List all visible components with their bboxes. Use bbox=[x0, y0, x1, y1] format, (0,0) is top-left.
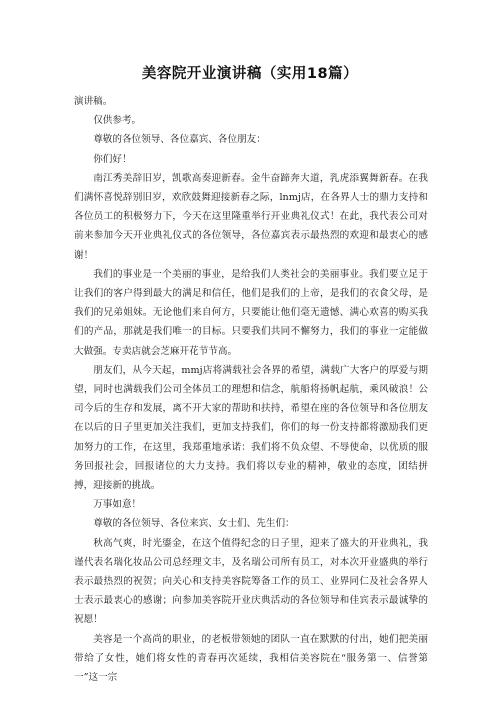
paragraph-intro: 演讲稿。 bbox=[74, 96, 113, 107]
paragraph-closing: 万事如意！ bbox=[93, 499, 142, 511]
document-title: 美容院开业演讲稿（实用18篇） bbox=[141, 66, 359, 82]
paragraph-note: 仅供参考。 bbox=[93, 115, 142, 127]
paragraph-salutation: 尊敬的各位领导、各位嘉宾、各位朋友： bbox=[93, 134, 266, 146]
paragraph-salutation-2: 尊敬的各位领导、各位来宾、女士们、先生们： bbox=[93, 518, 295, 530]
document-body bbox=[74, 92, 428, 687]
paragraph-commitment: 朋友们，从今天起，mmj店将满载社会各界的希望，满载广大客户的厚爱与期望，同时也满载我们公司全体员工的理想和信念，航船将扬帆起航，乘风破浪！公司今后的生存和发展，离不开大家的帮助和扶持，希望在座的各位领导和各位朋友在以后的日子里更加关注我们，更加支持我们，你们的每一份支持都将激励我们更加努力的工作，在这里，我郑重地承诺：我们将不负众望、不辱使命，以优质的服务回报社会，回报诸位的大力支持。我们将以专业的精神，敬业的态度，团结拼搏，迎接新的挑战。 bbox=[74, 364, 428, 492]
paragraph-profession: 美容是一个高尚的职业，的老板带领她的团队一直在默默的付出，她们把美丽带给了女性，她们将女性的青春再次延续，我相信美容院在“服务第一、信誉第一”这一宗 bbox=[74, 633, 428, 684]
paragraph-celebration: 秋高气爽，时光鎏金，在这个值得纪念的日子里，迎来了盛大的开业典礼，我谨代表名瑞化妆品公司总经理文丰，及名瑞公司所有员工，对本次开业盛典的举行表示最热烈的祝贺；向关心和支持美容院筹备工作的员工、业界同仁及社会各界人士表示最衷心的感谢；向参加美容院开业庆典活动的各位领导和佳宾表示最诚挚的祝愿！ bbox=[74, 537, 428, 626]
paragraph-greeting: 你们好！ bbox=[93, 153, 132, 165]
paragraph-mission: 我们的事业是一个美丽的事业，是给我们人类社会的美丽事业。我们要立足于让我们的客户得到最大的满足和信任，他们是我们的上帝，是我们的衣食父母，是我们的兄弟姐妹。无论他们来自何方，只要能让他们毫无遗憾、满心欢喜的购买我们的产品，那就是我们唯一的目标。只要我们共同不懈努力，我们的事业一定能做大做强。专卖店就会芝麻开花节节高。 bbox=[74, 268, 428, 357]
paragraph-opening: 南江秀美辞旧岁，凯歌高奏迎新春。金牛奋蹄奔大道，乳虎添翼舞新春。在我们满怀喜悦辞别旧岁，欢欣鼓舞迎接新春之际，lnmj店，在各界人士的鼎力支持和各位员工的积极努力下，今天在这里隆重举行开业典礼仪式！在此，我代表公司对前来参加今天开业典礼仪式的各位领导，各位嘉宾表示最热烈的欢迎和最衷心的感谢！ bbox=[74, 172, 428, 261]
